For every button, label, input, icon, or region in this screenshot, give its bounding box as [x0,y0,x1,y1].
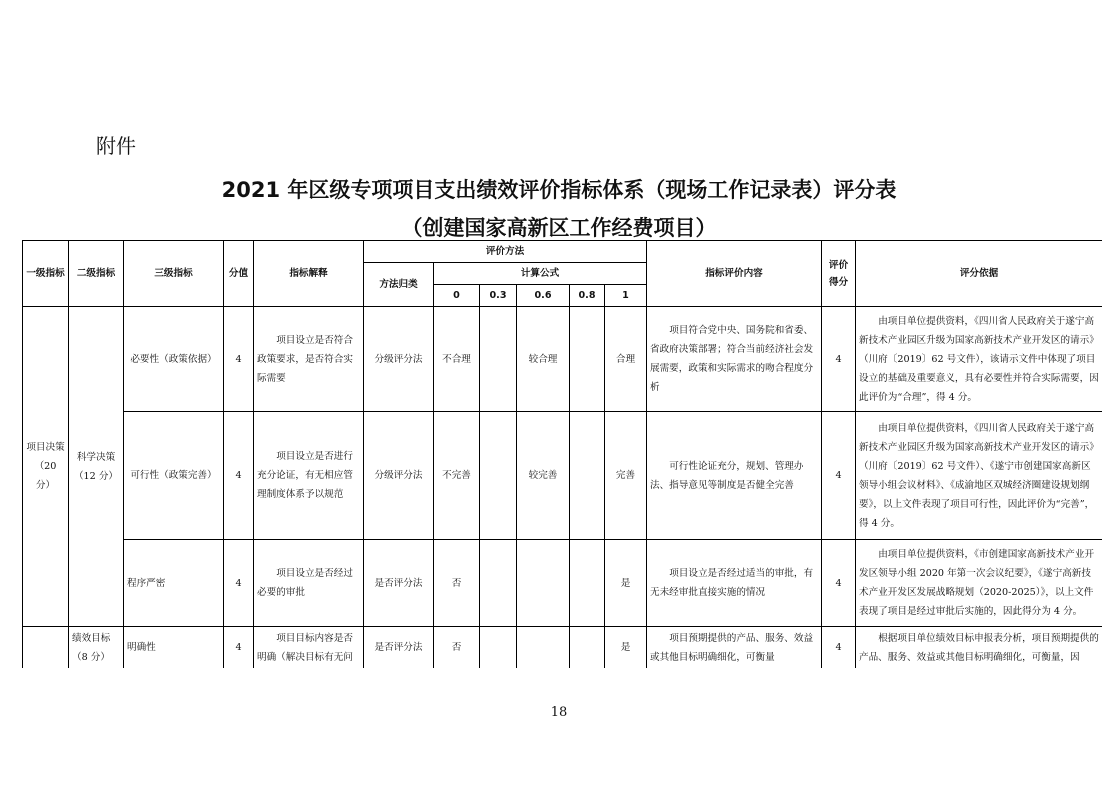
header-f03: 0.3 [480,285,517,307]
eval-score-cell: 4 [822,627,856,669]
header-eval-score: 评价得分 [822,241,856,307]
header-method-group: 评价方法 [364,241,647,263]
method-cell: 是否评分法 [364,540,434,627]
level3-cell: 程序严密 [124,540,224,627]
formula-03-cell [480,307,517,412]
formula-08-cell [570,307,605,412]
level1-cell: 项目决策（20 分） [23,307,69,627]
content-cell: 项目预期提供的产品、服务、效益或其他目标明确细化，可衡量 [647,627,822,669]
formula-0-cell: 不完善 [434,412,480,540]
header-f1: 1 [605,285,647,307]
formula-0-cell: 不合理 [434,307,480,412]
level2-cell: 科学决策（12 分） [69,307,124,627]
explanation-cell: 项目设立是否经过必要的审批 [254,540,364,627]
formula-06-cell [517,540,570,627]
header-f06: 0.6 [517,285,570,307]
level3-cell: 明确性 [124,627,224,669]
formula-03-cell [480,412,517,540]
header-level2: 二级指标 [69,241,124,307]
content-cell: 可行性论证充分，规划、管理办法、指导意见等制度是否健全完善 [647,412,822,540]
scoring-table [22,240,1102,668]
method-cell: 是否评分法 [364,627,434,669]
formula-03-cell [480,627,517,669]
table-row [23,627,1103,669]
header-row [23,241,1103,263]
method-cell: 分级评分法 [364,412,434,540]
formula-03-cell [480,540,517,627]
eval-score-cell: 4 [822,412,856,540]
page-number: 18 [550,705,568,720]
basis-cell: 由项目单位提供资料，《四川省人民政府关于遂宁高新技术产业园区升级为国家高新技术产业开发区的请示》（川府〔2019〕62 号文件），该请示文件中体现了项目设立的基础及重要意义，具有必要性并符合实际需要，因此评价为“合理”，得 4 分。 [856,307,1103,412]
basis-cell: 由项目单位提供资料，《市创建国家高新技术产业开发区领导小组 2020 年第一次会议纪要》，《遂宁高新技术产业开发区发展战略规划（2020-2025）》，以上文件表现了项目是经过审批后实施的，因此得分为 4 分。 [856,540,1103,627]
content-cell: 项目符合党中央、国务院和省委、省政府决策部署；符合当前经济社会发展需要，政策和实际需求的吻合程度分析 [647,307,822,412]
formula-1-cell: 是 [605,627,647,669]
header-content: 指标评价内容 [647,241,822,307]
level3-cell: 可行性（政策完善） [124,412,224,540]
method-cell: 分级评分法 [364,307,434,412]
header-formula: 计算公式 [434,263,647,285]
formula-06-cell: 较合理 [517,307,570,412]
formula-1-cell: 完善 [605,412,647,540]
table-row [23,412,1103,540]
table-row [23,307,1103,412]
formula-08-cell [570,540,605,627]
content-cell: 项目设立是否经过适当的审批，有无未经审批直接实施的情况 [647,540,822,627]
header-basis: 评分依据 [856,241,1103,307]
header-level1: 一级指标 [23,241,69,307]
score-cell: 4 [224,627,254,669]
score-cell: 4 [224,412,254,540]
scoring-table-container [22,240,1102,668]
table-row [23,540,1103,627]
explanation-cell: 项目设立是否符合政策要求，是否符合实际需要 [254,307,364,412]
basis-cell: 由项目单位提供资料，《四川省人民政府关于遂宁高新技术产业园区升级为国家高新技术产业开发区的请示》（川府〔2019〕62 号文件）、《遂宁市创建国家高新区领导小组会议材料》、《成渝地区双城经济圈建设规划纲要》，以上文件表现了项目可行性，因此评价为“完善”，得 4 分。 [856,412,1103,540]
basis-cell: 根据项目单位绩效目标申报表分析，项目预期提供的产品、服务、效益或其他目标明确细化，可衡量，因 [856,627,1103,669]
formula-06-cell: 较完善 [517,412,570,540]
score-cell: 4 [224,540,254,627]
formula-0-cell: 否 [434,540,480,627]
formula-1-cell: 是 [605,540,647,627]
formula-0-cell: 否 [434,627,480,669]
formula-08-cell [570,412,605,540]
header-method-type: 方法归类 [364,263,434,307]
level3-cell: 必要性（政策依据） [124,307,224,412]
explanation-cell: 项目设立是否进行充分论证，有无相应管理制度体系予以规范 [254,412,364,540]
level1-cell-empty [23,627,69,669]
formula-1-cell: 合理 [605,307,647,412]
explanation-cell: 项目目标内容是否明确（解决目标有无问 [254,627,364,669]
score-cell: 4 [224,307,254,412]
attachment-label: 附件 [96,134,136,158]
document-title: 2021 年区级专项项目支出绩效评价指标体系（现场工作记录表）评分表 [221,178,897,202]
header-f08: 0.8 [570,285,605,307]
level2-cell: 绩效目标（8 分） [69,627,124,669]
header-score: 分值 [224,241,254,307]
header-f0: 0 [434,285,480,307]
header-explanation: 指标解释 [254,241,364,307]
document-subtitle: （创建国家高新区工作经费项目） [401,216,717,240]
formula-08-cell [570,627,605,669]
eval-score-cell: 4 [822,307,856,412]
formula-06-cell [517,627,570,669]
header-level3: 三级指标 [124,241,224,307]
eval-score-cell: 4 [822,540,856,627]
